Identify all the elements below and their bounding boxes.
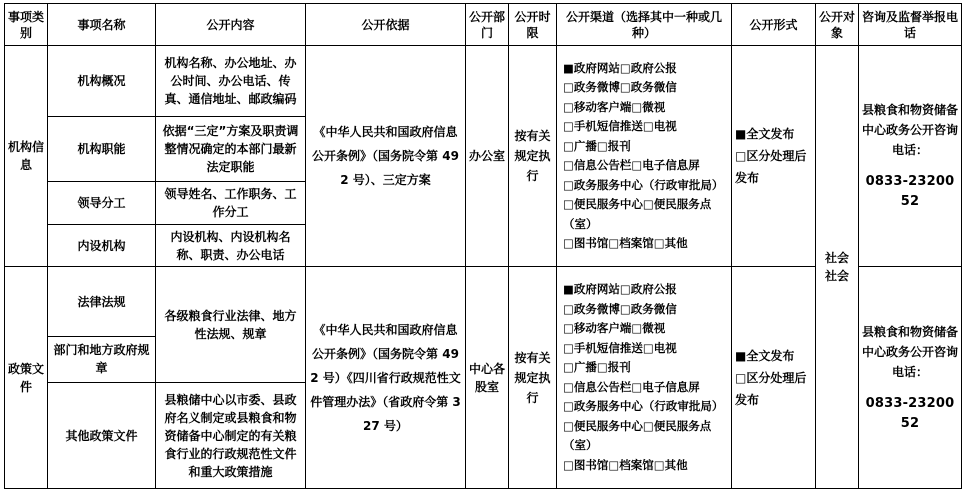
header-audience: 公开对象 [816,4,859,46]
contact-title: 县粮食和物资储备中心政务公开咨询电话： [862,103,959,158]
channel-line: □广播□报刊 [563,138,631,153]
audience-label: 社会 [824,251,849,265]
header-department: 公开部门 [466,4,509,46]
form-cell [732,46,816,267]
channel-line: ■政府网站□政府公报 [563,60,677,75]
item-name-cell: 机构职能 [48,117,156,182]
category-cell: 机构信息 [5,46,48,267]
form-cell [732,267,816,489]
channel-line: □移动客户端□微视 [563,321,666,336]
header-row [5,4,962,46]
header-content: 公开内容 [156,4,306,46]
content-cell: 机构名称、办公地址、办公时间、办公电话、传真、通信地址、邮政编码 [156,46,306,117]
header-category: 事项类别 [5,4,48,46]
item-name-cell: 其他政策文件 [48,383,156,489]
header-time-limit: 公开时限 [509,4,557,46]
channels-cell [557,267,732,489]
header-channels: 公开渠道（选择其中一种或几种） [557,4,732,46]
item-name-cell: 内设机构 [48,224,156,267]
item-name-cell: 机构概况 [48,46,156,117]
header-basis: 公开依据 [306,4,466,46]
header-contact: 咨询及监督举报电话 [859,4,962,46]
channel-line: □手机短信推送□电视 [563,340,677,355]
basis-cell: 《中华人民共和国政府信息公开条例》（国务院令第 492 号）、三定方案 [306,46,466,267]
channel-line: □信息公告栏□电子信息屏 [563,158,700,173]
channel-line: □移动客户端□微视 [563,99,666,114]
category-cell: 政策文件 [5,267,48,489]
channel-line: □信息公告栏□电子信息屏 [563,379,700,394]
channel-line: □政务服务中心（行政审批局） [563,177,724,192]
channel-line: □广播□报刊 [563,360,631,375]
item-name-cell: 领导分工 [48,182,156,225]
channel-line: □手机短信推送□电视 [563,119,677,134]
content-cell: 依据“三定”方案及职责调整情况确定的本部门最新法定职能 [156,117,306,182]
contact-title: 县粮食和物资储备中心政务公开咨询电话： [862,324,959,379]
audience-label: 社会 [824,269,849,283]
time-limit-cell: 按有关规定执行 [509,267,557,489]
channel-line: □图书馆□档案馆□其他 [563,457,688,472]
contact-phone: 0833-2320052 [865,174,955,210]
contact-phone: 0833-2320052 [865,395,955,431]
channels-cell [557,46,732,267]
channel-line: □便民服务中心□便民服务点（室） [563,197,712,231]
form-option: □区分处理后发布 [735,149,807,186]
header-form: 公开形式 [732,4,816,46]
content-cell: 各级粮食行业法律、地方性法规、规章 [156,267,306,383]
table-row [5,46,962,117]
channel-line: □图书馆□档案馆□其他 [563,236,688,251]
form-option: ■全文发布 [735,348,795,363]
content-cell: 县粮储中心以市委、县政府名义制定或县粮食和物资储备中心制定的有关粮食行业的行政规范性文件和重大政策措施 [156,383,306,489]
department-cell: 办公室 [466,46,509,267]
content-cell: 内设机构、内设机构名称、职责、办公电话 [156,224,306,267]
item-name-cell: 法律法规 [48,267,156,336]
channel-line: □政务服务中心（行政审批局） [563,399,724,414]
time-limit-cell: 按有关规定执行 [509,46,557,267]
channel-line: □政务微博□政务微信 [563,301,677,316]
contact-cell [859,46,962,267]
disclosure-table [4,3,962,489]
audience-cell [816,46,859,489]
channel-line: □便民服务中心□便民服务点（室） [563,418,712,453]
header-item-name: 事项名称 [48,4,156,46]
form-option: □区分处理后发布 [735,370,807,407]
form-option: ■全文发布 [735,127,795,142]
channel-line: □政务微博□政务微信 [563,80,677,95]
basis-cell: 《中华人民共和国政府信息公开条例》（国务院令第 492 号）《四川省行政规范性文件管理办法》（省政府令第 327 号） [306,267,466,489]
item-name-cell: 部门和地方政府规章 [48,336,156,383]
content-cell: 领导姓名、工作职务、工作分工 [156,182,306,225]
contact-cell [859,267,962,489]
department-cell: 中心各股室 [466,267,509,489]
channel-line: ■政府网站□政府公报 [563,282,677,297]
